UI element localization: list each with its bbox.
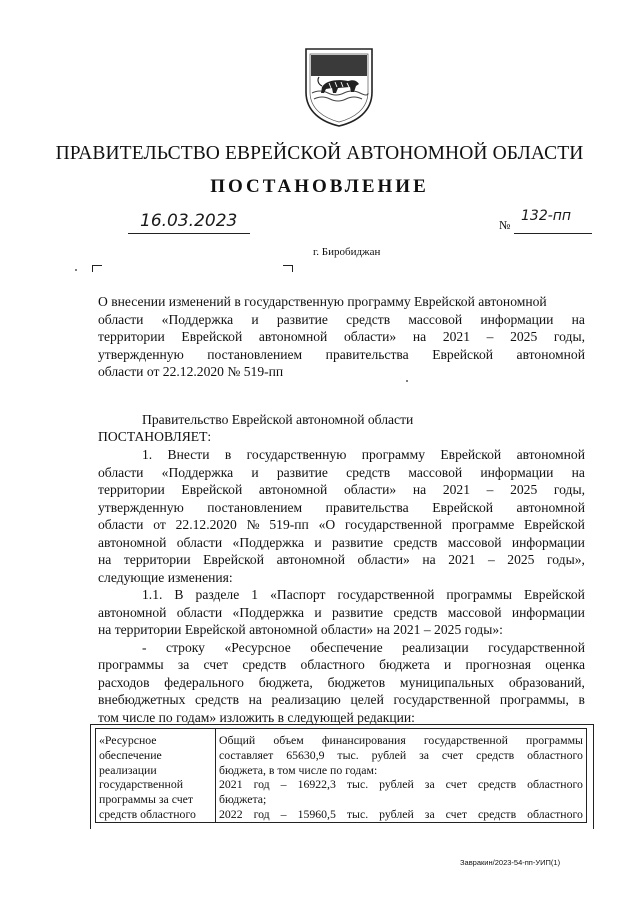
word: Еврейской: [524, 587, 585, 602]
text-line: [98, 516, 585, 534]
word: средств: [477, 777, 517, 792]
word: на территории Еврейской автономной области» на 2021 – 2025 годы»:: [98, 622, 503, 637]
word: автономной: [258, 482, 328, 497]
word: средств: [393, 604, 438, 620]
word: за: [419, 747, 429, 762]
word: 2021: [442, 482, 470, 497]
word: 2025: [510, 329, 538, 344]
date-underline: [128, 233, 250, 234]
text-line: [98, 363, 585, 381]
cell-line: средств областного: [99, 806, 196, 821]
word: Еврейской: [432, 346, 494, 362]
subject-corner-left: [92, 265, 102, 272]
word: «Поддержка: [232, 534, 305, 550]
word: государственной: [488, 639, 585, 655]
word: тыс.: [346, 777, 369, 792]
word: развитие: [276, 311, 328, 327]
word: средств: [477, 806, 517, 821]
word: 2022: [219, 806, 243, 821]
text-line: [219, 777, 583, 792]
word: автономной: [516, 447, 585, 462]
text-line: [98, 446, 585, 464]
subject-paragraph: [98, 293, 585, 381]
cell-line: «Ресурсное: [99, 733, 157, 747]
word: 2021: [442, 329, 470, 344]
word: развитие: [331, 604, 384, 620]
footer-code: Завракин/2023-54-пп-УИП(1): [460, 858, 561, 867]
word: тыс.: [346, 806, 369, 821]
coat-of-arms-icon: [302, 46, 376, 128]
word: прогнозная: [465, 657, 531, 672]
word: области: [176, 604, 223, 620]
word: Еврейской: [203, 552, 265, 567]
decree-word: ПОСТАНОВЛЯЕТ:: [98, 429, 212, 444]
word: средств: [476, 747, 515, 762]
city-label: г. Биробиджан: [313, 246, 381, 258]
word: следующие изменения:: [98, 569, 233, 585]
word: информации: [480, 311, 554, 327]
word: –: [280, 806, 287, 821]
word: бюджета: [379, 657, 430, 672]
word: области»: [343, 482, 397, 497]
text-line: [219, 748, 583, 763]
text-line: [98, 328, 585, 346]
word: целей: [350, 692, 384, 707]
word: программе: [451, 517, 515, 532]
word: за: [177, 657, 190, 672]
word: развитие: [276, 464, 328, 480]
text-line: [98, 586, 585, 604]
word: 1.: [142, 447, 153, 462]
text-line: [98, 604, 585, 622]
word: автономной: [258, 329, 328, 344]
text-line: [219, 807, 583, 822]
text-line: [219, 763, 583, 778]
word: автономной: [98, 534, 167, 550]
word: и: [251, 311, 259, 327]
word: государственной: [345, 517, 442, 532]
word: строку: [166, 639, 205, 655]
word: постановлением: [207, 346, 303, 362]
text-line: [98, 534, 585, 552]
word: 16922,3: [297, 777, 336, 792]
word: –: [486, 329, 494, 344]
word: внебюджетных: [98, 692, 186, 707]
word: территории: [98, 329, 165, 344]
word: №: [246, 517, 260, 532]
word: федерального: [164, 674, 244, 690]
preamble-text: Правительство Еврейской автономной области: [142, 412, 414, 427]
word: реализацию: [271, 692, 341, 707]
word: правительства: [325, 499, 409, 515]
body-paragraphs: [98, 446, 585, 726]
number-underline: [514, 233, 592, 234]
word: информации: [480, 464, 554, 480]
word: 2025: [507, 552, 535, 567]
word: программы: [526, 733, 583, 747]
word: годы,: [553, 329, 585, 344]
word: государственной: [393, 692, 491, 707]
word: бюджета, в том числе по годам:: [219, 762, 378, 777]
word: реализации: [402, 639, 469, 655]
word: год: [253, 806, 270, 821]
document-number: 132-пп: [521, 208, 572, 224]
word: том числе по годам» изложить в следующей редакции:: [98, 709, 415, 725]
word: О внесении изменений в государственную программу Еврейской автономной: [98, 294, 547, 309]
text-line: [98, 311, 585, 329]
table-row: [96, 729, 587, 823]
word: Еврейской: [440, 447, 502, 462]
word: «Поддержка: [232, 604, 305, 620]
word: автономной: [516, 346, 585, 362]
text-line: [98, 293, 585, 311]
word: «Ресурсное: [224, 639, 291, 655]
cell-line: обеспечение: [99, 747, 162, 762]
word: оценка: [545, 657, 585, 672]
text-line: [98, 674, 585, 692]
word: год: [253, 777, 270, 792]
word: В: [174, 587, 184, 602]
word: на: [571, 464, 585, 480]
text-line: [98, 346, 585, 364]
text-line: [98, 464, 585, 482]
word: на: [98, 552, 112, 567]
word: тыс.: [337, 747, 359, 762]
word: областного: [527, 777, 583, 792]
resource-table: [95, 728, 587, 823]
word: обеспечение: [310, 639, 383, 655]
cell-line: государственной: [99, 777, 184, 792]
subject-corner-right: [283, 265, 293, 272]
word: области от 22.12.2020 № 519-пп: [98, 364, 284, 379]
word: от: [153, 517, 166, 532]
word: за: [424, 806, 435, 821]
word: и: [443, 657, 452, 672]
word: счет: [445, 777, 467, 792]
word: Еврейской: [181, 329, 243, 344]
word: областного: [527, 806, 583, 821]
word: счет: [445, 806, 467, 821]
word: –: [487, 552, 495, 567]
word: на: [412, 329, 427, 344]
word: и: [251, 464, 259, 480]
word: образований,: [508, 674, 585, 690]
word: развитие: [331, 534, 384, 550]
word: и: [314, 604, 322, 620]
word: бюджета,: [258, 674, 313, 690]
word: области: [98, 517, 144, 532]
word: –: [486, 482, 494, 497]
word: 1.1.: [142, 587, 163, 602]
word: на: [412, 482, 427, 497]
word: информации: [511, 604, 585, 620]
table-cell-name: [96, 729, 216, 823]
word: программы: [98, 657, 164, 672]
word: территории: [123, 552, 191, 567]
text-line: [98, 639, 585, 657]
number-label: №: [499, 218, 511, 232]
text-line: [219, 792, 583, 807]
word: областного: [300, 657, 365, 672]
word: программы: [446, 587, 513, 602]
word: Еврейской: [524, 517, 585, 532]
word: бюджетов: [327, 674, 386, 690]
word: 15960,5: [297, 806, 336, 821]
preamble: [98, 411, 585, 429]
word: Общий: [219, 733, 256, 747]
word: средств: [346, 311, 391, 327]
word: 2025: [510, 482, 538, 497]
text-line: [98, 656, 585, 674]
word: бюджета;: [219, 792, 267, 807]
word: государственную: [246, 447, 347, 462]
text-line: [98, 551, 585, 569]
word: информации: [511, 534, 585, 550]
word: «Поддержка: [161, 464, 234, 480]
word: постановлением: [207, 499, 303, 515]
word: на: [422, 552, 436, 567]
word: на: [571, 311, 585, 327]
text-line: [98, 691, 585, 709]
cell-line: реализации: [99, 762, 157, 777]
word: «О: [318, 517, 336, 532]
word: области»: [343, 329, 397, 344]
word: правительства: [325, 346, 409, 362]
word: Внести: [167, 447, 210, 462]
word: Еврейской: [181, 482, 243, 497]
table-cell-value: [216, 729, 587, 823]
word: средств: [346, 464, 391, 480]
word: объем: [273, 733, 304, 747]
word: «Паспорт: [270, 587, 326, 602]
word: средств: [195, 692, 240, 707]
word: муниципальных: [399, 674, 495, 690]
word: средств: [393, 534, 438, 550]
word: 65630,9: [286, 747, 325, 762]
word: массовой: [447, 534, 502, 550]
word: программы,: [499, 692, 569, 707]
word: за: [424, 777, 435, 792]
cell-line: программы за счет: [99, 792, 194, 807]
document-type-title: ПОСТАНОВЛЕНИЕ: [210, 176, 429, 197]
word: в: [224, 447, 232, 462]
word: автономной: [98, 604, 167, 620]
word: 519-пп: [269, 517, 309, 532]
word: и: [314, 534, 322, 550]
document-date: 16.03.2023: [140, 211, 238, 231]
word: составляет: [219, 747, 274, 762]
word: на: [248, 692, 262, 707]
word: утвержденную: [98, 499, 184, 515]
text-line: [98, 499, 585, 517]
word: утвержденную: [98, 346, 184, 362]
word: программу: [361, 447, 426, 462]
word: области: [98, 311, 144, 327]
word: области»: [357, 552, 410, 567]
word: разделе: [195, 587, 240, 602]
word: государственной: [337, 587, 435, 602]
word: государственной: [423, 733, 508, 747]
word: массовой: [408, 311, 463, 327]
word: рублей: [379, 777, 414, 792]
word: расходов: [98, 674, 150, 690]
word: области: [98, 464, 144, 480]
scan-speck: [75, 269, 77, 271]
word: территории: [98, 482, 165, 497]
word: средств: [242, 657, 287, 672]
word: массовой: [408, 464, 463, 480]
word: «Поддержка: [161, 311, 234, 327]
word: области: [176, 534, 223, 550]
word: 22.12.2020: [175, 517, 237, 532]
word: областного: [527, 747, 583, 762]
word: счет: [203, 657, 229, 672]
word: в: [578, 692, 585, 707]
word: автономной: [276, 552, 345, 567]
word: годы,: [553, 482, 585, 497]
organization-title: ПРАВИТЕЛЬСТВО ЕВРЕЙСКОЙ АВТОНОМНОЙ ОБЛАСТИ: [55, 143, 584, 164]
word: годы»,: [547, 552, 585, 567]
text-line: [98, 569, 585, 587]
word: –: [280, 777, 287, 792]
word: рублей: [379, 806, 414, 821]
word: 2021: [448, 552, 476, 567]
text-line: [98, 481, 585, 499]
word: счет: [441, 747, 464, 762]
word: рублей: [371, 747, 407, 762]
word: массовой: [447, 604, 502, 620]
word: финансирования: [321, 733, 406, 747]
word: 2021: [219, 777, 243, 792]
word: Еврейской: [432, 499, 494, 515]
word: автономной: [516, 499, 585, 515]
word: -: [142, 639, 147, 655]
text-line: [98, 621, 585, 639]
word: 1: [251, 587, 259, 602]
text-line: [219, 733, 583, 748]
